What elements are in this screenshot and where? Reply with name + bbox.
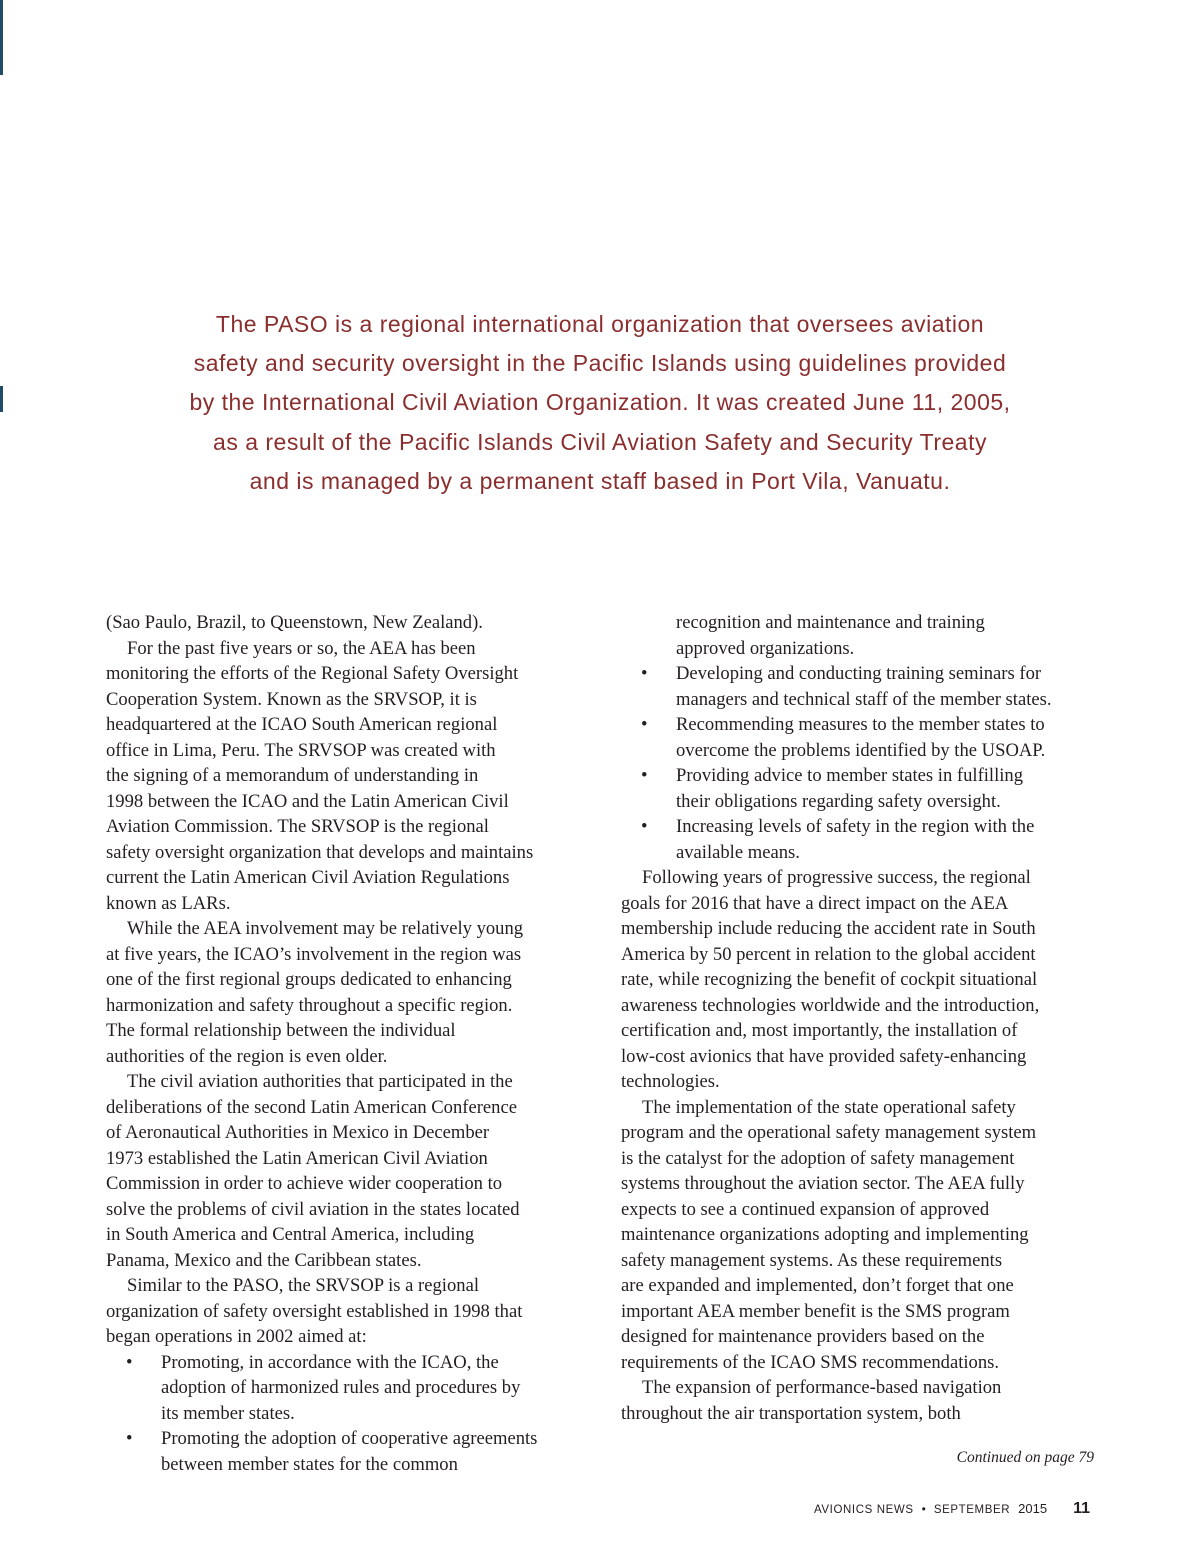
issue-year: 2015 <box>1018 1501 1048 1516</box>
text-line: America by 50 percent in relation to the global accident <box>621 943 1036 965</box>
text-line: are expanded and implemented, don’t forget that one <box>621 1275 1014 1296</box>
text-line: harmonization and safety throughout a specific region. <box>106 994 513 1016</box>
text-line: deliberations of the second Latin American Conference <box>106 1096 517 1118</box>
page-number: 11 <box>1073 1500 1090 1517</box>
bullet-icon: • <box>126 1428 133 1449</box>
bullet-text: Recommending measures to the member states to <box>676 714 1045 735</box>
text-line: low-cost avionics that have provided safety-enhancing <box>621 1045 1027 1067</box>
bullet-item-line <box>621 814 1106 840</box>
text-line: authorities of the region is even older. <box>106 1045 388 1067</box>
footer-separator-icon: • <box>921 1502 926 1516</box>
text-line: requirements of the ICAO SMS recommendations. <box>621 1351 1000 1373</box>
text-line: began operations in 2002 aimed at: <box>106 1326 367 1347</box>
text-line: headquartered at the ICAO South American regional <box>106 714 498 735</box>
issue-month: SEPTEMBER <box>933 1504 1011 1516</box>
text-line: systems throughout the aviation sector. The AEA fully <box>621 1173 1025 1194</box>
bullet-text: Developing and conducting training seminars for <box>676 663 1042 684</box>
bullet-icon: • <box>126 1351 133 1373</box>
text-line: certification and, most importantly, the installation of <box>621 1020 1018 1041</box>
text-line: Panama, Mexico and the Caribbean states. <box>106 1249 422 1271</box>
bullet-text: Increasing levels of safety in the region with the <box>676 816 1035 837</box>
text-line: maintenance organizations adopting and implementing <box>621 1224 1029 1245</box>
text-line: safety management systems. As these requirements <box>621 1249 1003 1271</box>
text-line: program and the operational safety management system <box>621 1122 1037 1143</box>
bullet-item-line <box>106 1426 592 1452</box>
bullet-icon: • <box>641 714 648 735</box>
pull-quote-line: The PASO is a regional international organization that oversees aviation <box>215 311 985 337</box>
paragraph-start-line: The civil aviation authorities that participated in the <box>127 1071 513 1092</box>
bullet-icon: • <box>641 663 648 684</box>
bullet-icon: • <box>641 816 648 837</box>
text-line: goals for 2016 that have a direct impact on the AEA <box>621 892 1009 914</box>
bullet-item-line <box>621 712 1106 738</box>
edge-tab-top <box>0 0 3 75</box>
bullet-item-line <box>621 763 1106 789</box>
text-line: important AEA member benefit is the SMS program <box>621 1300 1010 1322</box>
text-line: is the catalyst for the adoption of safety management <box>621 1147 1015 1169</box>
text-line: membership include reducing the accident rate in South <box>621 918 1036 939</box>
text-line: office in Lima, Peru. The SRVSOP was created with <box>106 739 496 761</box>
bullet-text: Promoting, in accordance with the ICAO, the <box>161 1351 499 1373</box>
text-line: designed for maintenance providers based on the <box>621 1326 985 1347</box>
bullet-continuation-line: its member states. <box>161 1402 295 1424</box>
text-line: awareness technologies worldwide and the introduction, <box>621 994 1040 1016</box>
text-line: (Sao Paulo, Brazil, to Queenstown, New Zealand). <box>106 612 483 633</box>
text-line: expects to see a continued expansion of approved <box>621 1198 990 1220</box>
pull-quote-line: by the International Civil Aviation Organization. It was created June 11, 2005, <box>189 389 1011 416</box>
bullet-icon: • <box>641 765 648 786</box>
text-line: 1973 established the Latin American Civil Aviation <box>106 1147 488 1169</box>
paragraph-start-line: Following years of progressive success, the regional <box>642 867 1031 888</box>
continued-note: Continued on page 79 <box>956 1449 1094 1466</box>
bullet-text: Providing advice to member states in fulfilling <box>676 765 1024 786</box>
text-line: of Aeronautical Authorities in Mexico in December <box>106 1122 490 1143</box>
text-line: safety oversight organization that develops and maintains <box>106 841 534 863</box>
text-line: rate, while recognizing the benefit of cockpit situational <box>621 969 1038 990</box>
bullet-item-line <box>621 661 1106 687</box>
page-footer <box>814 1500 1090 1518</box>
text-line: Cooperation System. Known as the SRVSOP, it is <box>106 688 477 710</box>
paragraph-start-line: The expansion of performance-based navigation <box>642 1377 1002 1398</box>
paragraph-start-line: While the AEA involvement may be relatively young <box>127 918 524 939</box>
bullet-text: Promoting the adoption of cooperative agreements <box>161 1428 538 1449</box>
text-line: 1998 between the ICAO and the Latin American Civil <box>106 790 509 812</box>
text-line: in South America and Central America, including <box>106 1224 475 1245</box>
bullet-continuation-line: managers and technical staff of the member states. <box>676 688 1052 710</box>
pull-quote-line: safety and security oversight in the Pacific Islands using guidelines provided <box>193 350 1007 377</box>
text-line: Aviation Commission. The SRVSOP is the regional <box>106 816 489 837</box>
text-line: monitoring the efforts of the Regional Safety Oversight <box>106 663 519 684</box>
magazine-name: AVIONICS NEWS <box>814 1504 914 1516</box>
article-column-right <box>621 610 1106 1426</box>
bullet-continuation-line: available means. <box>676 841 800 863</box>
bullet-continuation-line: adoption of harmonized rules and procedures by <box>161 1377 521 1398</box>
text-line: current the Latin American Civil Aviation Regulations <box>106 867 510 888</box>
text-line: technologies. <box>621 1071 720 1092</box>
pull-quote-line: as a result of the Pacific Islands Civil Aviation Safety and Security Treaty <box>213 428 987 455</box>
text-line: the signing of a memorandum of understanding in <box>106 765 479 786</box>
text-line: known as LARs. <box>106 892 231 914</box>
bullet-item-line <box>106 1350 592 1376</box>
paragraph-start-line: Similar to the PASO, the SRVSOP is a regional <box>127 1275 479 1296</box>
pull-quote <box>180 305 1020 501</box>
bullet-continuation-line: recognition and maintenance and training <box>676 612 985 633</box>
text-line: at five years, the ICAO’s involvement in the region was <box>106 943 522 965</box>
paragraph-start-line: For the past five years or so, the AEA has been <box>127 637 476 659</box>
text-line: solve the problems of civil aviation in the states located <box>106 1198 520 1220</box>
article-column-left <box>106 610 592 1477</box>
bullet-continuation-line: between member states for the common <box>161 1453 458 1475</box>
bullet-continuation-line: their obligations regarding safety oversight. <box>676 790 1001 812</box>
text-line: organization of safety oversight established in 1998 that <box>106 1300 523 1322</box>
text-line: throughout the air transportation system, both <box>621 1402 961 1424</box>
text-line: Commission in order to achieve wider cooperation to <box>106 1173 503 1194</box>
text-line: The formal relationship between the individual <box>106 1020 456 1041</box>
text-line: one of the first regional groups dedicated to enhancing <box>106 969 512 990</box>
pull-quote-line: and is managed by a permanent staff based in Port Vila, Vanuatu. <box>249 467 951 494</box>
paragraph-start-line: The implementation of the state operational safety <box>642 1096 1016 1118</box>
bullet-continuation-line: overcome the problems identified by the USOAP. <box>676 739 1046 761</box>
edge-tab-middle <box>0 386 3 412</box>
bullet-continuation-line: approved organizations. <box>676 637 855 659</box>
